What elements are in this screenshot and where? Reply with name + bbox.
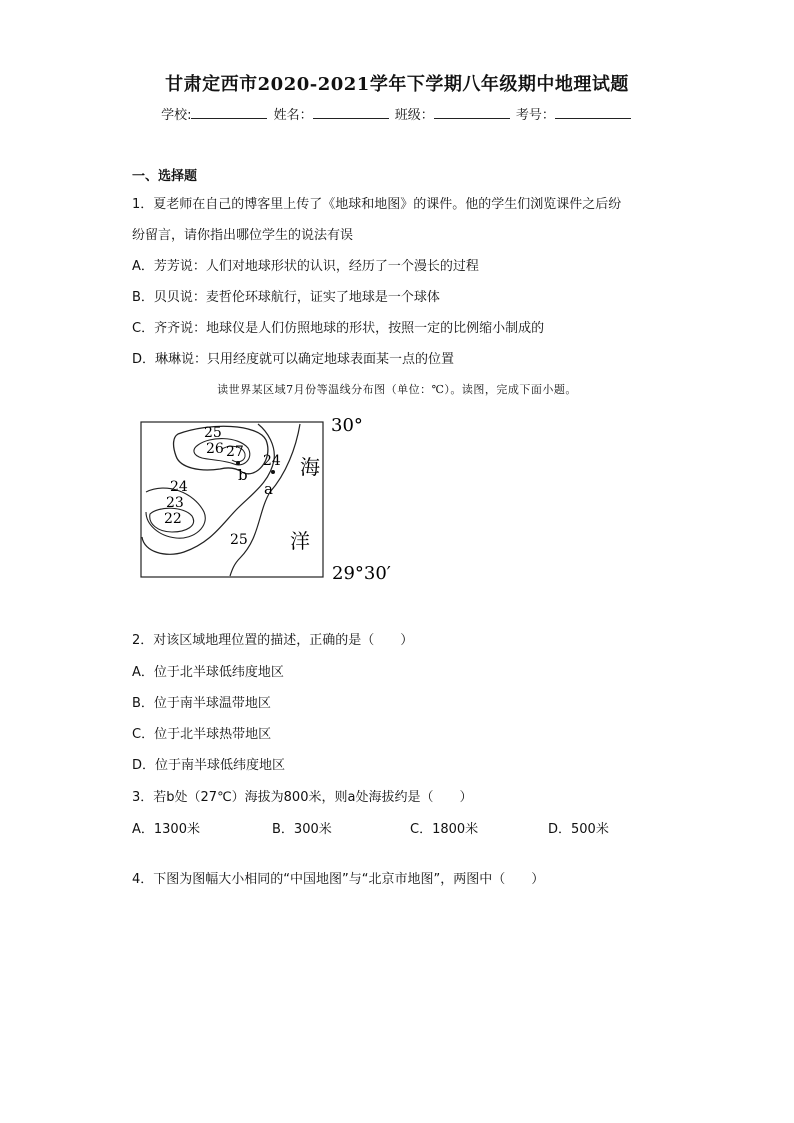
iso-label-25-bottom: 25 xyxy=(230,532,248,548)
q2-stem: 2．对该区域地理位置的描述，正确的是（ ） xyxy=(132,633,414,648)
iso-label-23: 23 xyxy=(166,495,184,511)
class-blank xyxy=(434,106,510,119)
point-b-dot xyxy=(236,461,240,465)
school-blank xyxy=(191,106,267,119)
iso-label-26: 26 xyxy=(206,441,224,457)
q3-option-d: D．500米 xyxy=(548,822,609,837)
exam-title: 甘肃定西市2020-2021学年下学期八年级期中地理试题 xyxy=(165,74,629,95)
student-info-row xyxy=(0,104,794,123)
q3-option-b: B．300米 xyxy=(272,822,332,837)
q2-option-a: A．位于北半球低纬度地区 xyxy=(132,665,284,680)
name-label: 姓名： xyxy=(273,108,313,123)
name-blank xyxy=(313,106,389,119)
q1-stem-line2: 纷留言，请你指出哪位学生的说法有误 xyxy=(132,228,354,243)
point-b-label: b xyxy=(238,466,248,484)
point-a-label: a xyxy=(264,480,273,498)
q3-stem: 3．若b处（27℃）海拔为800米，则a处海拔约是（ ） xyxy=(132,790,473,805)
q1-option-b: B．贝贝说：麦哲伦环球航行，证实了地球是一个球体 xyxy=(132,290,440,305)
q3-option-a: A．1300米 xyxy=(132,822,200,837)
exam-number-blank xyxy=(555,106,631,119)
class-label: 班级： xyxy=(394,108,434,123)
iso-label-22: 22 xyxy=(164,511,182,527)
iso-label-27: 27 xyxy=(226,444,244,460)
school-label: 学校: xyxy=(161,108,192,123)
q3-option-c: C．1800米 xyxy=(410,822,479,837)
q4-stem: 4．下图为图幅大小相同的“中国地图”与“北京市地图”，两图中（ ） xyxy=(132,872,545,887)
q1-option-a: A．芳芳说：人们对地球形状的认识，经历了一个漫长的过程 xyxy=(132,259,479,274)
q1-stem-line1: 1．夏老师在自己的博客里上传了《地球和地图》的课件。他的学生们浏览课件之后纷 xyxy=(132,197,622,212)
sea-char-1: 海 xyxy=(300,455,320,479)
section-heading: 一、选择题 xyxy=(132,169,198,184)
q2-option-d: D．位于南半球低纬度地区 xyxy=(132,758,286,773)
iso-label-25-top: 25 xyxy=(204,425,222,441)
latitude-label-top: 30° xyxy=(331,415,363,436)
isotherm-map xyxy=(140,412,410,582)
sea-char-2: 洋 xyxy=(290,529,310,553)
exam-number-label: 考号： xyxy=(515,108,555,123)
point-a-dot xyxy=(271,470,275,474)
map-caption: 读世界某区域7月份等温线分布图（单位：℃）。读图，完成下面小题。 xyxy=(217,383,577,396)
latitude-label-bottom: 29°30′ xyxy=(332,563,391,582)
iso-label-24-west: 24 xyxy=(170,479,188,495)
iso-label-24-east: 24 xyxy=(263,453,281,469)
q2-option-b: B．位于南半球温带地区 xyxy=(132,696,271,711)
q1-option-d: D．琳琳说：只用经度就可以确定地球表面某一点的位置 xyxy=(132,352,455,367)
q2-option-c: C．位于北半球热带地区 xyxy=(132,727,272,742)
q1-option-c: C．齐齐说：地球仪是人们仿照地球的形状，按照一定的比例缩小制成的 xyxy=(132,321,545,336)
